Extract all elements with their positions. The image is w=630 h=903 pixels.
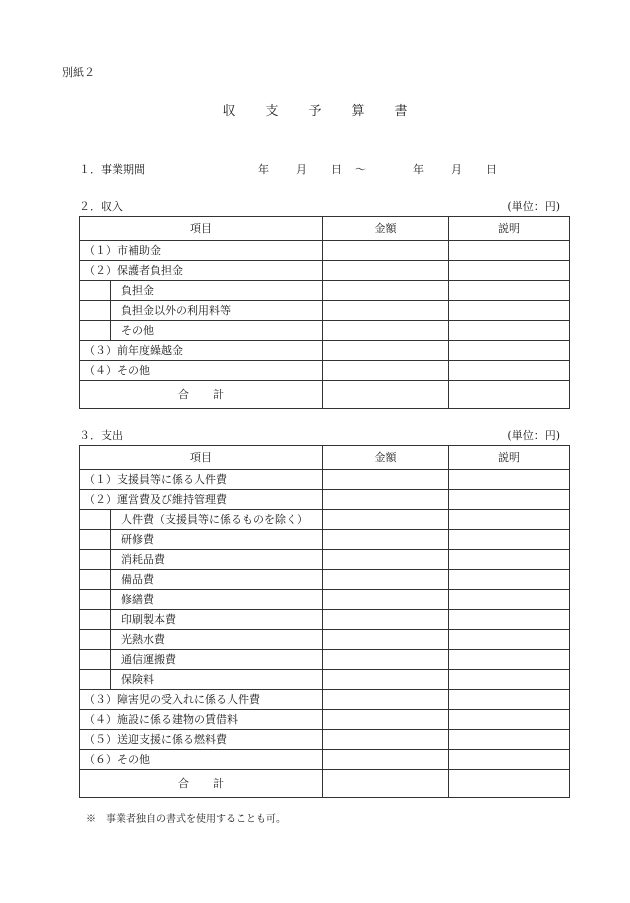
income-total-row — [80, 381, 570, 409]
row-label: （４）施設に係る建物の賃借料 — [80, 710, 323, 730]
row-label: （１）市補助金 — [80, 241, 323, 261]
table-row — [80, 470, 570, 490]
row-label: 負担金 — [121, 284, 154, 297]
title-char: 収 — [222, 104, 236, 119]
row-label: 消耗品費 — [121, 553, 165, 566]
row-label: 人件費（支援員等に係るものを除く） — [121, 513, 308, 526]
description-cell[interactable] — [449, 550, 570, 570]
description-cell[interactable] — [449, 530, 570, 550]
description-cell[interactable] — [449, 730, 570, 750]
amount-cell[interactable] — [323, 570, 449, 590]
table-row — [80, 610, 570, 630]
amount-cell[interactable] — [323, 730, 449, 750]
row-label: 負担金以外の利用料等 — [121, 304, 231, 317]
total-amount-cell[interactable] — [323, 381, 449, 409]
document-title — [0, 100, 630, 119]
table-row — [80, 301, 570, 321]
table-row — [80, 341, 570, 361]
total-description-cell[interactable] — [449, 770, 570, 798]
table-row — [80, 530, 570, 550]
amount-cell[interactable] — [323, 321, 449, 341]
amount-cell[interactable] — [323, 361, 449, 381]
description-cell[interactable] — [449, 321, 570, 341]
row-label: （２）保護者負担金 — [80, 261, 323, 281]
income-header-row — [80, 217, 570, 241]
description-cell[interactable] — [449, 650, 570, 670]
table-row — [80, 570, 570, 590]
row-label: （１）支援員等に係る人件費 — [80, 470, 323, 490]
amount-cell[interactable] — [323, 470, 449, 490]
expense-heading: ３．支出 — [79, 429, 123, 442]
amount-cell[interactable] — [323, 281, 449, 301]
header-amount: 金額 — [323, 446, 449, 470]
income-table — [79, 216, 570, 409]
header-item: 項目 — [80, 446, 323, 470]
amount-cell[interactable] — [323, 610, 449, 630]
amount-cell[interactable] — [323, 590, 449, 610]
amount-cell[interactable] — [323, 630, 449, 650]
table-row — [80, 690, 570, 710]
amount-cell[interactable] — [323, 650, 449, 670]
description-cell[interactable] — [449, 610, 570, 630]
title-char: 書 — [394, 104, 408, 119]
row-label: （５）送迎支援に係る燃料費 — [80, 730, 323, 750]
period-start-month: 月 — [296, 163, 307, 176]
total-description-cell[interactable] — [449, 381, 570, 409]
description-cell[interactable] — [449, 301, 570, 321]
amount-cell[interactable] — [323, 301, 449, 321]
amount-cell[interactable] — [323, 750, 449, 770]
table-row — [80, 670, 570, 690]
description-cell[interactable] — [449, 670, 570, 690]
amount-cell[interactable] — [323, 241, 449, 261]
description-cell[interactable] — [449, 241, 570, 261]
period-end-year: 年 — [413, 163, 424, 176]
row-label: その他 — [121, 324, 154, 337]
total-label: 合 計 — [80, 381, 323, 409]
table-row — [80, 261, 570, 281]
table-row — [80, 321, 570, 341]
row-label: 備品費 — [121, 573, 154, 586]
table-row — [80, 281, 570, 301]
period-end-month: 月 — [451, 163, 462, 176]
table-row — [80, 241, 570, 261]
row-label: （２）運営費及び維持管理費 — [80, 490, 323, 510]
table-row — [80, 590, 570, 610]
row-label: 保険料 — [121, 673, 154, 686]
row-label: 研修費 — [121, 533, 154, 546]
header-description: 説明 — [449, 446, 570, 470]
total-amount-cell[interactable] — [323, 770, 449, 798]
expense-total-row — [80, 770, 570, 798]
row-label: （４）その他 — [80, 361, 323, 381]
row-label: （３）障害児の受入れに係る人件費 — [80, 690, 323, 710]
description-cell[interactable] — [449, 470, 570, 490]
row-label: 修繕費 — [121, 593, 154, 606]
income-heading: ２．収入 — [79, 200, 123, 213]
row-label: 光熱水費 — [121, 633, 165, 646]
header-description: 説明 — [449, 217, 570, 241]
title-char: 支 — [265, 104, 279, 119]
description-cell[interactable] — [449, 510, 570, 530]
expense-unit: (単位：円) — [507, 429, 560, 442]
amount-cell[interactable] — [323, 550, 449, 570]
amount-cell[interactable] — [323, 690, 449, 710]
description-cell[interactable] — [449, 261, 570, 281]
amount-cell[interactable] — [323, 261, 449, 281]
amount-cell[interactable] — [323, 510, 449, 530]
description-cell[interactable] — [449, 750, 570, 770]
description-cell[interactable] — [449, 690, 570, 710]
description-cell[interactable] — [449, 570, 570, 590]
footnote: ※ 事業者独自の書式を使用することも可。 — [86, 814, 286, 825]
description-cell[interactable] — [449, 490, 570, 510]
amount-cell[interactable] — [323, 530, 449, 550]
description-cell[interactable] — [449, 630, 570, 650]
expense-header-row — [80, 446, 570, 470]
row-label: （３）前年度繰越金 — [80, 341, 323, 361]
period-label: １．事業期間 — [79, 163, 145, 176]
row-label: （６）その他 — [80, 750, 323, 770]
period-tilde: ～ — [355, 163, 366, 176]
title-char: 算 — [351, 104, 365, 119]
row-label: 印刷製本費 — [121, 613, 176, 626]
amount-cell[interactable] — [323, 490, 449, 510]
table-row — [80, 750, 570, 770]
total-label: 合 計 — [80, 770, 323, 798]
period-start-year: 年 — [258, 163, 269, 176]
table-row — [80, 710, 570, 730]
table-row — [80, 510, 570, 530]
period-end-day: 日 — [486, 163, 497, 176]
title-char: 予 — [308, 104, 322, 119]
amount-cell[interactable] — [323, 670, 449, 690]
amount-cell[interactable] — [323, 341, 449, 361]
amount-cell[interactable] — [323, 710, 449, 730]
period-range — [258, 161, 497, 177]
description-cell[interactable] — [449, 281, 570, 301]
description-cell[interactable] — [449, 361, 570, 381]
description-cell[interactable] — [449, 590, 570, 610]
table-row — [80, 650, 570, 670]
table-row — [80, 730, 570, 750]
table-row — [80, 630, 570, 650]
period-start-day: 日 — [331, 163, 342, 176]
table-row — [80, 490, 570, 510]
row-label: 通信運搬費 — [121, 653, 176, 666]
table-row — [80, 550, 570, 570]
description-cell[interactable] — [449, 710, 570, 730]
header-item: 項目 — [80, 217, 323, 241]
description-cell[interactable] — [449, 341, 570, 361]
table-row — [80, 361, 570, 381]
attachment-label: 別紙２ — [62, 66, 95, 79]
expense-table — [79, 445, 570, 798]
income-unit: (単位：円) — [507, 200, 560, 213]
header-amount: 金額 — [323, 217, 449, 241]
